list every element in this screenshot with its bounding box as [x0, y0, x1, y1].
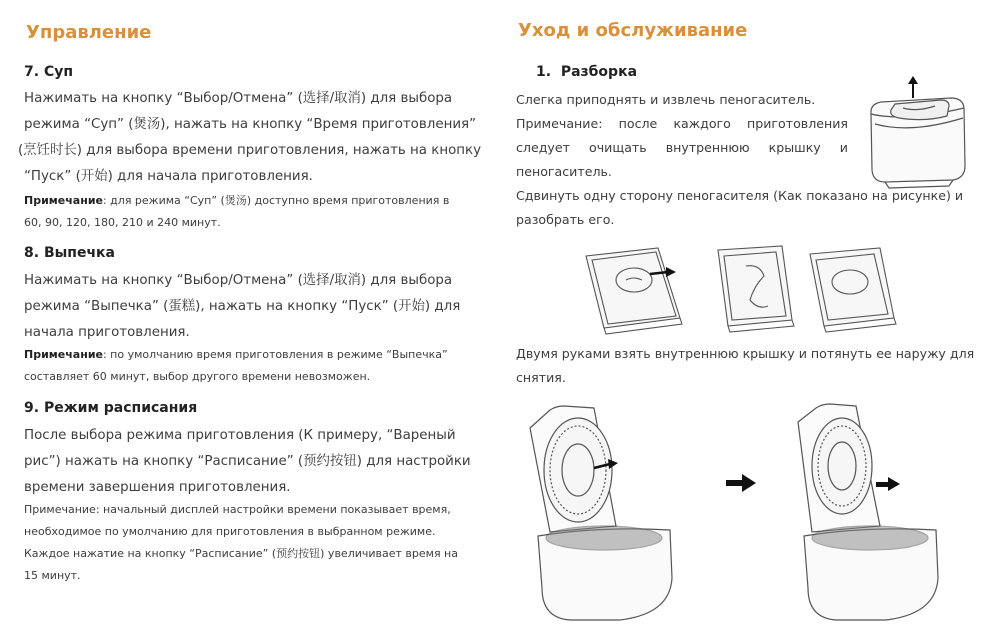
- schedule-note-2: необходимое по умолчанию для приготовления в выбранном режиме.: [24, 525, 436, 538]
- baking-note-1: [24, 344, 448, 366]
- care-line-8: снятия.: [516, 370, 566, 385]
- step-title: Разборка: [560, 64, 638, 80]
- baking-line-1: Нажимать на кнопку “Выбор/Отмена” (选择/取消) для выбора: [24, 273, 453, 288]
- heading-soup: [24, 64, 73, 80]
- soup-line-1: Нажимать на кнопку “Выбор/Отмена” (选择/取消) для выбора: [24, 91, 453, 106]
- heading-text: . Выпечка: [33, 245, 116, 261]
- defoamer-slide-illustration: [578, 240, 978, 344]
- arrow-right-icon: [726, 474, 756, 492]
- care-line-1: Слегка приподнять и извлечь пеногаситель.: [516, 92, 816, 107]
- care-line-5: Сдвинуть одну сторону пеногасителя (Как показано на рисунке) и: [516, 188, 964, 203]
- heading-text: . Суп: [33, 64, 74, 80]
- heading-baking: [24, 245, 115, 261]
- schedule-line-3: времени завершения приготовления.: [24, 480, 291, 495]
- heading-disassembly: [536, 64, 637, 80]
- baking-line-3: начала приготовления.: [24, 325, 190, 340]
- schedule-note-4: 15 минут.: [24, 569, 81, 582]
- care-line-2: Примечание: после каждого приготовления: [516, 116, 848, 131]
- arrow-right-icon: [876, 477, 900, 491]
- schedule-line-1: После выбора режима приготовления (К примеру, “Вареный: [24, 428, 456, 443]
- note-label: Примечание: [24, 348, 103, 361]
- section-title-care: Уход и обслуживание: [518, 20, 748, 41]
- care-line-4: пеногаситель.: [516, 164, 612, 179]
- inner-lid-removal-illustration: [520, 398, 990, 628]
- heading-text: . Режим расписания: [33, 400, 198, 416]
- arrow-up-icon: [908, 76, 918, 98]
- section-title-control: Управление: [26, 22, 152, 43]
- heading-schedule: [24, 400, 197, 416]
- schedule-line-2: рис”) нажать на кнопку “Расписание” (预约按钮) для настройки: [24, 454, 471, 469]
- care-line-7: Двумя руками взять внутреннюю крышку и потянуть ее наружу для: [516, 346, 975, 361]
- soup-note-1: [24, 190, 449, 212]
- lid-lift-illustration: [865, 74, 975, 192]
- heading-number: 7: [24, 64, 34, 80]
- care-line-6: разобрать его.: [516, 212, 615, 227]
- heading-number: 9: [24, 400, 34, 416]
- soup-line-2: режима “Суп” (煲汤), нажать на кнопку “Время приготовления”: [24, 117, 477, 132]
- heading-number: 8: [24, 245, 34, 261]
- baking-note-2: составляет 60 минут, выбор другого времени невозможен.: [24, 370, 371, 383]
- note-text: : по умолчанию время приготовления в режиме “Выпечка”: [102, 348, 448, 361]
- soup-line-3: (烹饪时长) для выбора времени приготовления, нажать на кнопку: [18, 143, 482, 158]
- baking-line-2: режима “Выпечка” (蛋糕), нажать на кнопку “Пуск” (开始) для: [24, 299, 461, 314]
- schedule-note-1: Примечание: начальный дисплей настройки времени показывает время,: [24, 503, 451, 516]
- care-line-3: следует очищать внутреннюю крышку и: [516, 140, 848, 155]
- note-label: Примечание: [24, 194, 103, 207]
- step-number: 1.: [536, 64, 552, 80]
- schedule-note-3: Каждое нажатие на кнопку “Расписание” (预约按钮) увеличивает время на: [24, 547, 458, 560]
- soup-note-2: 60, 90, 120, 180, 210 и 240 минут.: [24, 216, 221, 229]
- soup-line-4: “Пуск” (开始) для начала приготовления.: [24, 169, 313, 184]
- note-text: : для режима “Суп” (煲汤) доступно время приготовления в: [102, 194, 450, 207]
